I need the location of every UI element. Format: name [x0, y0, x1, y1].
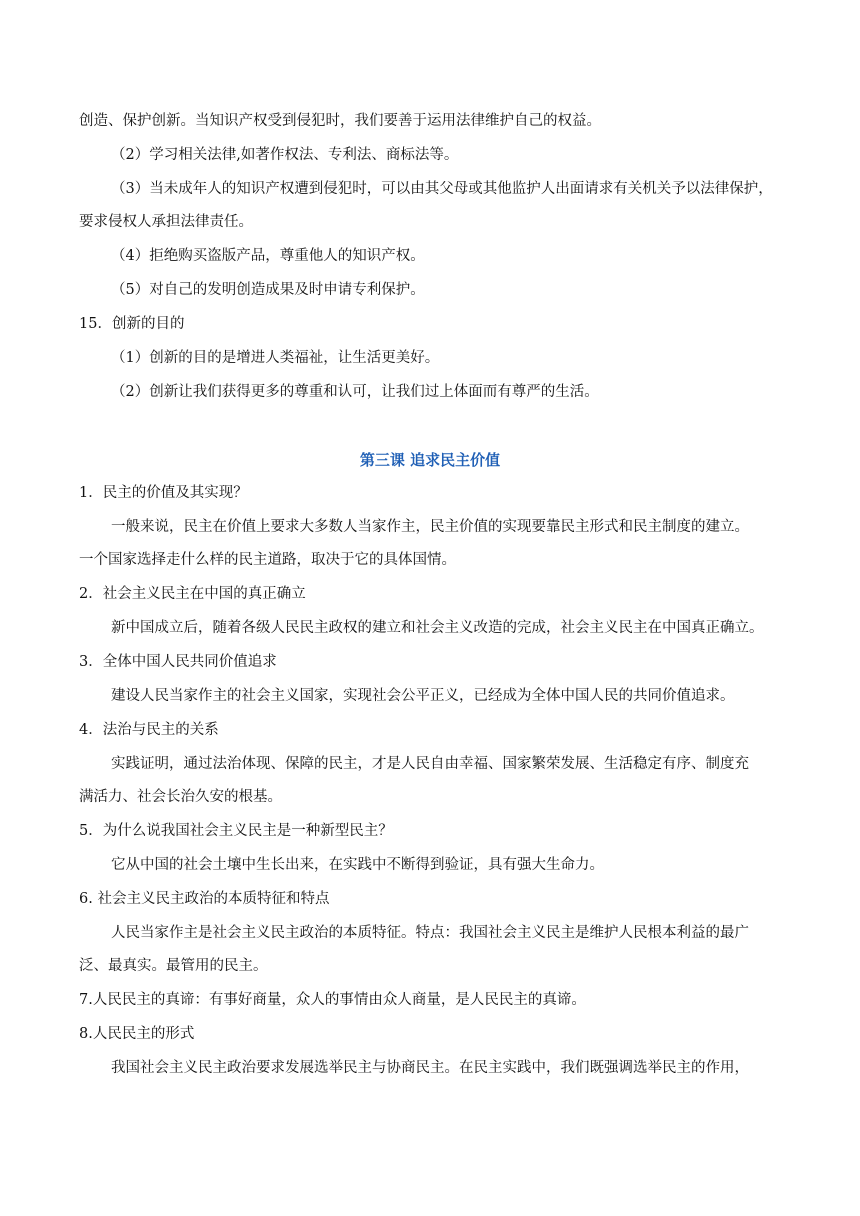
answer-line: 新中国成立后，随着各级人民民主政权的建立和社会主义改造的完成，社会主义民主在中国真正确立。 — [111, 620, 764, 636]
answer-line: 满活力、社会长治久安的根基。 — [79, 789, 282, 805]
lesson-title: 第三课 追求民主价值 — [359, 451, 501, 469]
list-item: （3）当未成年人的知识产权遭到侵犯时，可以由其父母或其他监护人出面请求有关机关予以法律保护， — [111, 181, 773, 197]
list-item: （4）拒绝购买盗版产品，尊重他人的知识产权。 — [111, 248, 425, 264]
answer-line: 实践证明，通过法治体现、保障的民主，才是人民自由幸福、国家繁荣发展、生活稳定有序、制度充 — [111, 756, 749, 772]
answer-line: 一般来说，民主在价值上要求大多数人当家作主，民主价值的实现要靠民主形式和民主制度的建立。 — [111, 519, 749, 535]
answer-line: 人民当家作主是社会主义民主政治的本质特征。特点：我国社会主义民主是维护人民根本利益的最广 — [111, 925, 749, 941]
answer-line: 一个国家选择走什么样的民主道路，取决于它的具体国情。 — [79, 552, 456, 568]
question-heading: 5．为什么说我国社会主义民主是一种新型民主？ — [79, 823, 393, 839]
list-item: （5）对自己的发明创造成果及时申请专利保护。 — [111, 282, 425, 298]
answer-line: 建设人民当家作主的社会主义国家，实现社会公平正义，已经成为全体中国人民的共同价值追求。 — [111, 688, 735, 704]
list-item: （2）创新让我们获得更多的尊重和认可，让我们过上体面而有尊严的生活。 — [111, 384, 599, 400]
answer-line: 我国社会主义民主政治要求发展选举民主与协商民主。在民主实践中，我们既强调选举民主的作用， — [111, 1060, 749, 1076]
paragraph-line: 创造、保护创新。当知识产权受到侵犯时，我们要善于运用法律维护自己的权益。 — [79, 113, 601, 129]
list-item-continuation: 要求侵权人承担法律责任。 — [79, 214, 253, 230]
question-answer-line: 7.人民民主的真谛：有事好商量，众人的事情由众人商量，是人民民主的真谛。 — [79, 992, 586, 1008]
question-heading: 2．社会主义民主在中国的真正确立 — [79, 586, 306, 602]
answer-line: 它从中国的社会土壤中生长出来，在实践中不断得到验证，具有强大生命力。 — [111, 857, 604, 873]
answer-line: 泛、最真实。最管用的民主。 — [79, 958, 268, 974]
list-item: （2）学习相关法律,如著作权法、专利法、商标法等。 — [111, 147, 459, 163]
list-item: （1）创新的目的是增进人类福祉，让生活更美好。 — [111, 350, 440, 366]
question-heading: 1．民主的价值及其实现？ — [79, 485, 248, 501]
question-heading: 6. 社会主义民主政治的本质特征和特点 — [79, 891, 330, 907]
question-heading: 15．创新的目的 — [79, 316, 185, 332]
question-heading: 8.人民民主的形式 — [79, 1026, 195, 1042]
question-heading: 4．法治与民主的关系 — [79, 722, 219, 738]
question-heading: 3．全体中国人民共同价值追求 — [79, 654, 277, 670]
